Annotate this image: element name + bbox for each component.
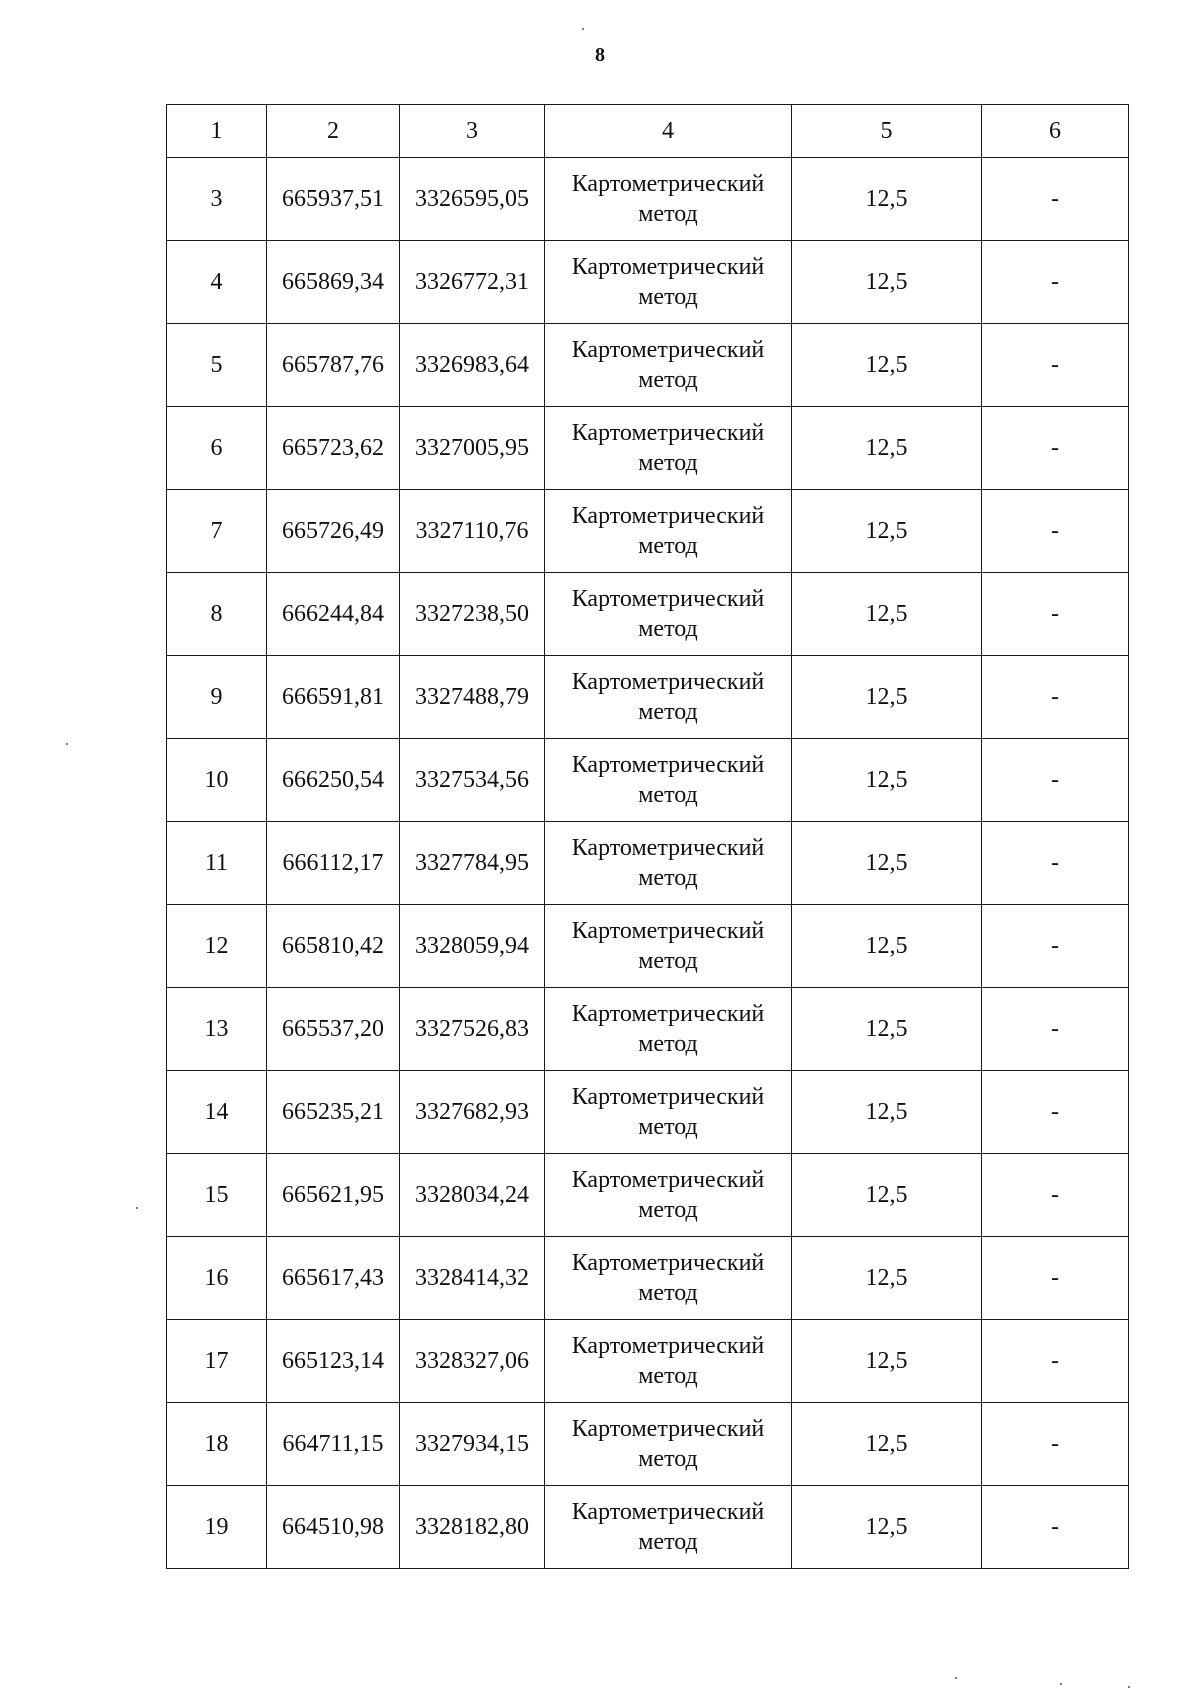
method-line-2: метод bbox=[638, 1197, 698, 1223]
table-row bbox=[167, 1154, 1129, 1237]
cell-accuracy: 12,5 bbox=[792, 739, 982, 822]
cell-coordinate-x: 666250,54 bbox=[267, 739, 400, 822]
cell-point-number: 6 bbox=[167, 407, 267, 490]
method-line-2: метод bbox=[638, 865, 698, 891]
cell-coordinate-y: 3327534,56 bbox=[400, 739, 545, 822]
header-col-6: 6 bbox=[982, 105, 1129, 158]
method-line-1: Картометрический bbox=[571, 1001, 765, 1027]
cell-note: - bbox=[982, 1403, 1129, 1486]
header-col-5: 5 bbox=[792, 105, 982, 158]
cell-point-number: 13 bbox=[167, 988, 267, 1071]
table-row bbox=[167, 1486, 1129, 1569]
cell-coordinate-x: 666244,84 bbox=[267, 573, 400, 656]
cell-note: - bbox=[982, 1154, 1129, 1237]
table-row bbox=[167, 1071, 1129, 1154]
cell-method bbox=[545, 158, 792, 241]
table-row bbox=[167, 573, 1129, 656]
table-row bbox=[167, 1237, 1129, 1320]
cell-point-number: 4 bbox=[167, 241, 267, 324]
header-col-3: 3 bbox=[400, 105, 545, 158]
cell-point-number: 17 bbox=[167, 1320, 267, 1403]
cell-coordinate-y: 3328182,80 bbox=[400, 1486, 545, 1569]
cell-accuracy: 12,5 bbox=[792, 1320, 982, 1403]
method-line-1: Картометрический bbox=[571, 420, 765, 446]
cell-coordinate-y: 3327488,79 bbox=[400, 656, 545, 739]
method-line-2: метод bbox=[638, 948, 698, 974]
cell-method bbox=[545, 241, 792, 324]
cell-note: - bbox=[982, 241, 1129, 324]
method-line-1: Картометрический bbox=[571, 669, 765, 695]
cell-point-number: 19 bbox=[167, 1486, 267, 1569]
method-line-1: Картометрический bbox=[571, 835, 765, 861]
scan-speck bbox=[136, 1207, 138, 1209]
method-line-1: Картометрический bbox=[571, 1167, 765, 1193]
cell-coordinate-x: 665235,21 bbox=[267, 1071, 400, 1154]
method-line-1: Картометрический bbox=[571, 1499, 765, 1525]
cell-point-number: 10 bbox=[167, 739, 267, 822]
cell-method bbox=[545, 905, 792, 988]
cell-accuracy: 12,5 bbox=[792, 988, 982, 1071]
cell-method bbox=[545, 324, 792, 407]
table-row bbox=[167, 1403, 1129, 1486]
cell-coordinate-y: 3327784,95 bbox=[400, 822, 545, 905]
header-col-2: 2 bbox=[267, 105, 400, 158]
table-row bbox=[167, 407, 1129, 490]
cell-method bbox=[545, 822, 792, 905]
table-row bbox=[167, 324, 1129, 407]
cell-note: - bbox=[982, 1320, 1129, 1403]
table-header bbox=[167, 105, 1129, 158]
method-line-2: метод bbox=[638, 201, 698, 227]
table-row bbox=[167, 656, 1129, 739]
table-row bbox=[167, 241, 1129, 324]
scan-speck bbox=[955, 1677, 957, 1679]
scan-speck bbox=[1060, 1683, 1062, 1685]
cell-point-number: 8 bbox=[167, 573, 267, 656]
cell-note: - bbox=[982, 573, 1129, 656]
header-col-1: 1 bbox=[167, 105, 267, 158]
table-row bbox=[167, 905, 1129, 988]
scan-speck bbox=[1128, 1686, 1130, 1688]
method-line-1: Картометрический bbox=[571, 254, 765, 280]
cell-coordinate-y: 3328414,32 bbox=[400, 1237, 545, 1320]
cell-coordinate-y: 3326595,05 bbox=[400, 158, 545, 241]
cell-coordinate-x: 665123,14 bbox=[267, 1320, 400, 1403]
method-line-2: метод bbox=[638, 450, 698, 476]
cell-coordinate-x: 666112,17 bbox=[267, 822, 400, 905]
cell-coordinate-y: 3327934,15 bbox=[400, 1403, 545, 1486]
method-line-2: метод bbox=[638, 367, 698, 393]
cell-coordinate-x: 666591,81 bbox=[267, 656, 400, 739]
cell-point-number: 12 bbox=[167, 905, 267, 988]
cell-method bbox=[545, 988, 792, 1071]
cell-method bbox=[545, 1320, 792, 1403]
cell-note: - bbox=[982, 1486, 1129, 1569]
cell-accuracy: 12,5 bbox=[792, 822, 982, 905]
cell-accuracy: 12,5 bbox=[792, 1403, 982, 1486]
cell-note: - bbox=[982, 1237, 1129, 1320]
header-col-4: 4 bbox=[545, 105, 792, 158]
cell-method bbox=[545, 1237, 792, 1320]
coordinates-table bbox=[166, 104, 1129, 1569]
cell-note: - bbox=[982, 822, 1129, 905]
cell-accuracy: 12,5 bbox=[792, 158, 982, 241]
method-line-2: метод bbox=[638, 1114, 698, 1140]
method-line-2: метод bbox=[638, 782, 698, 808]
method-line-2: метод bbox=[638, 284, 698, 310]
cell-coordinate-x: 665726,49 bbox=[267, 490, 400, 573]
method-line-2: метод bbox=[638, 1031, 698, 1057]
cell-accuracy: 12,5 bbox=[792, 573, 982, 656]
table-row bbox=[167, 1320, 1129, 1403]
cell-coordinate-x: 665937,51 bbox=[267, 158, 400, 241]
table-row bbox=[167, 490, 1129, 573]
cell-point-number: 5 bbox=[167, 324, 267, 407]
method-line-2: метод bbox=[638, 699, 698, 725]
cell-accuracy: 12,5 bbox=[792, 407, 982, 490]
method-line-2: метод bbox=[638, 1529, 698, 1555]
cell-coordinate-y: 3327526,83 bbox=[400, 988, 545, 1071]
cell-coordinate-x: 664510,98 bbox=[267, 1486, 400, 1569]
cell-accuracy: 12,5 bbox=[792, 1237, 982, 1320]
table-row bbox=[167, 739, 1129, 822]
cell-accuracy: 12,5 bbox=[792, 324, 982, 407]
cell-coordinate-y: 3328327,06 bbox=[400, 1320, 545, 1403]
method-line-1: Картометрический bbox=[571, 752, 765, 778]
cell-coordinate-x: 665787,76 bbox=[267, 324, 400, 407]
scan-speck bbox=[66, 743, 68, 745]
cell-point-number: 7 bbox=[167, 490, 267, 573]
cell-accuracy: 12,5 bbox=[792, 656, 982, 739]
cell-note: - bbox=[982, 324, 1129, 407]
cell-accuracy: 12,5 bbox=[792, 241, 982, 324]
cell-note: - bbox=[982, 739, 1129, 822]
cell-coordinate-y: 3326983,64 bbox=[400, 324, 545, 407]
cell-method bbox=[545, 739, 792, 822]
cell-method bbox=[545, 1154, 792, 1237]
cell-point-number: 9 bbox=[167, 656, 267, 739]
table-row bbox=[167, 822, 1129, 905]
method-line-2: метод bbox=[638, 1280, 698, 1306]
method-line-1: Картометрический bbox=[571, 337, 765, 363]
cell-note: - bbox=[982, 905, 1129, 988]
table-row bbox=[167, 988, 1129, 1071]
method-line-1: Картометрический bbox=[571, 1333, 765, 1359]
cell-accuracy: 12,5 bbox=[792, 490, 982, 573]
cell-coordinate-y: 3328034,24 bbox=[400, 1154, 545, 1237]
method-line-1: Картометрический bbox=[571, 1416, 765, 1442]
cell-coordinate-x: 665723,62 bbox=[267, 407, 400, 490]
cell-note: - bbox=[982, 490, 1129, 573]
cell-accuracy: 12,5 bbox=[792, 1154, 982, 1237]
cell-coordinate-x: 664711,15 bbox=[267, 1403, 400, 1486]
cell-point-number: 18 bbox=[167, 1403, 267, 1486]
cell-point-number: 11 bbox=[167, 822, 267, 905]
cell-point-number: 15 bbox=[167, 1154, 267, 1237]
cell-coordinate-y: 3327110,76 bbox=[400, 490, 545, 573]
table-row bbox=[167, 158, 1129, 241]
cell-note: - bbox=[982, 407, 1129, 490]
cell-accuracy: 12,5 bbox=[792, 1071, 982, 1154]
cell-method bbox=[545, 1071, 792, 1154]
cell-method bbox=[545, 1486, 792, 1569]
cell-coordinate-y: 3326772,31 bbox=[400, 241, 545, 324]
cell-coordinate-y: 3327005,95 bbox=[400, 407, 545, 490]
cell-coordinate-x: 665869,34 bbox=[267, 241, 400, 324]
page-number: 8 bbox=[595, 44, 605, 66]
method-line-1: Картометрический bbox=[571, 503, 765, 529]
cell-accuracy: 12,5 bbox=[792, 1486, 982, 1569]
cell-point-number: 3 bbox=[167, 158, 267, 241]
method-line-2: метод bbox=[638, 533, 698, 559]
method-line-2: метод bbox=[638, 616, 698, 642]
cell-point-number: 14 bbox=[167, 1071, 267, 1154]
table-body bbox=[167, 158, 1129, 1569]
method-line-1: Картометрический bbox=[571, 171, 765, 197]
cell-note: - bbox=[982, 988, 1129, 1071]
cell-note: - bbox=[982, 1071, 1129, 1154]
scan-speck bbox=[582, 28, 584, 30]
method-line-2: метод bbox=[638, 1363, 698, 1389]
cell-note: - bbox=[982, 656, 1129, 739]
cell-point-number: 16 bbox=[167, 1237, 267, 1320]
method-line-1: Картометрический bbox=[571, 1084, 765, 1110]
cell-method bbox=[545, 573, 792, 656]
cell-coordinate-x: 665617,43 bbox=[267, 1237, 400, 1320]
cell-coordinate-y: 3328059,94 bbox=[400, 905, 545, 988]
method-line-1: Картометрический bbox=[571, 918, 765, 944]
method-line-2: метод bbox=[638, 1446, 698, 1472]
cell-coordinate-x: 665621,95 bbox=[267, 1154, 400, 1237]
cell-method bbox=[545, 1403, 792, 1486]
method-line-1: Картометрический bbox=[571, 1250, 765, 1276]
cell-coordinate-y: 3327238,50 bbox=[400, 573, 545, 656]
cell-method bbox=[545, 490, 792, 573]
cell-note: - bbox=[982, 158, 1129, 241]
method-line-1: Картометрический bbox=[571, 586, 765, 612]
cell-coordinate-x: 665810,42 bbox=[267, 905, 400, 988]
cell-coordinate-x: 665537,20 bbox=[267, 988, 400, 1071]
cell-accuracy: 12,5 bbox=[792, 905, 982, 988]
cell-method bbox=[545, 656, 792, 739]
cell-coordinate-y: 3327682,93 bbox=[400, 1071, 545, 1154]
header-row bbox=[167, 105, 1129, 158]
cell-method bbox=[545, 407, 792, 490]
